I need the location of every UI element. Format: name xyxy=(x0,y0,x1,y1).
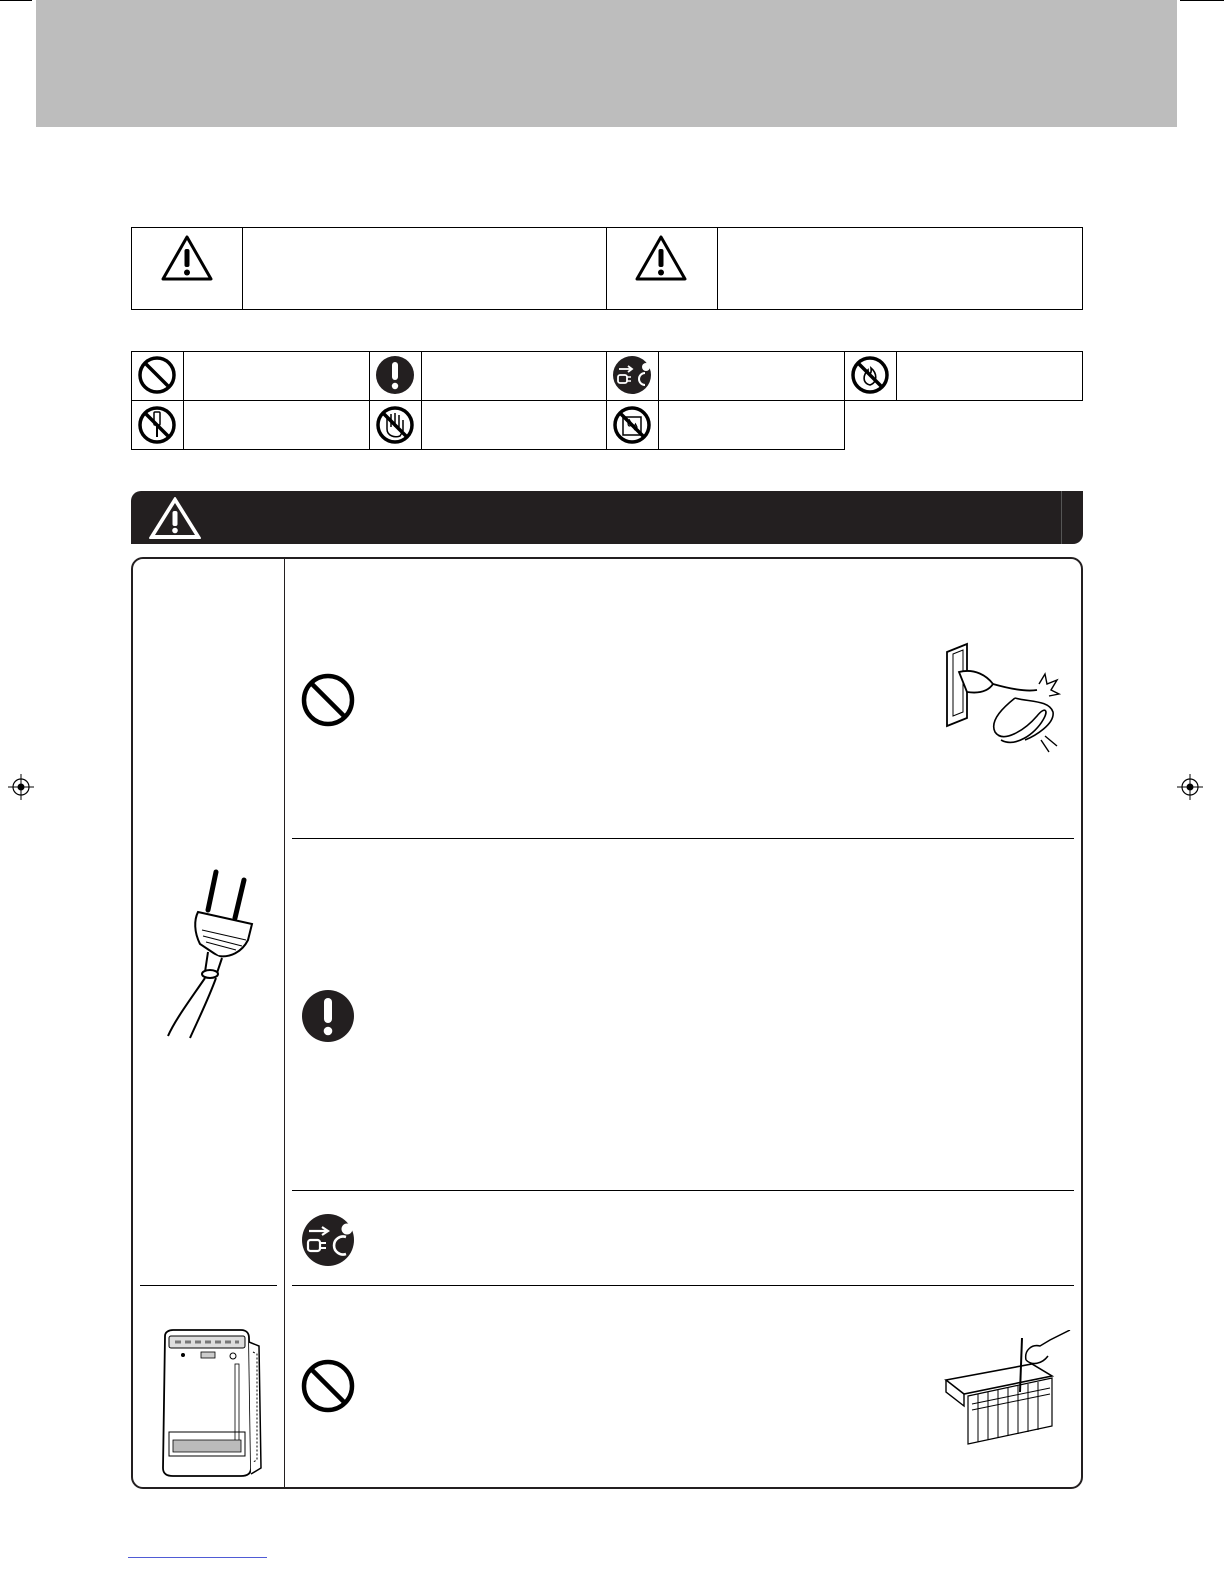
table-divider xyxy=(844,351,845,450)
table-divider xyxy=(606,351,607,450)
no-water-icon xyxy=(612,405,652,445)
table-divider xyxy=(369,351,370,450)
power-plug-illustration xyxy=(160,860,270,1040)
signal-legend-table xyxy=(131,227,1083,310)
section-divider xyxy=(140,1285,277,1286)
table-divider xyxy=(242,227,243,310)
mandatory-exclamation-icon xyxy=(300,988,356,1044)
crop-mark xyxy=(1180,0,1224,1)
table-divider xyxy=(896,351,897,400)
crop-mark xyxy=(128,1557,267,1558)
table-divider xyxy=(717,227,718,310)
registration-mark-icon xyxy=(1177,774,1203,800)
table-divider xyxy=(131,351,132,450)
warning-banner xyxy=(131,491,1083,544)
row-divider xyxy=(292,838,1074,839)
table-rule xyxy=(131,400,1083,401)
damaged-cord-illustration xyxy=(945,640,1065,755)
row-divider xyxy=(292,1190,1074,1191)
air-purifier-illustration xyxy=(155,1328,265,1480)
no-fire-icon xyxy=(850,355,890,395)
table-divider xyxy=(606,227,607,310)
caution-triangle-icon xyxy=(634,234,688,282)
table-divider xyxy=(658,351,659,450)
insert-object-illustration xyxy=(942,1330,1077,1445)
warnings-box xyxy=(131,557,1083,1489)
banner-divider xyxy=(1061,491,1062,544)
header-band xyxy=(36,0,1177,127)
no-disassemble-icon xyxy=(137,405,177,445)
unplug-icon xyxy=(300,1212,356,1268)
table-divider xyxy=(1082,351,1083,400)
table-divider xyxy=(183,351,184,450)
category-divider xyxy=(284,559,285,1487)
prohibited-icon xyxy=(300,672,356,728)
registration-mark-icon xyxy=(8,774,34,800)
no-wet-hands-icon xyxy=(375,405,415,445)
warning-triangle-icon xyxy=(160,234,214,282)
mandatory-exclamation-icon xyxy=(375,355,415,395)
warning-triangle-icon xyxy=(147,495,203,541)
prohibited-icon xyxy=(137,355,177,395)
unplug-icon xyxy=(612,355,652,395)
table-divider xyxy=(421,351,422,450)
crop-mark xyxy=(0,0,32,1)
table-rule xyxy=(131,351,1083,352)
table-rule xyxy=(131,449,845,450)
section-divider xyxy=(292,1285,1074,1286)
prohibited-icon xyxy=(300,1358,356,1414)
